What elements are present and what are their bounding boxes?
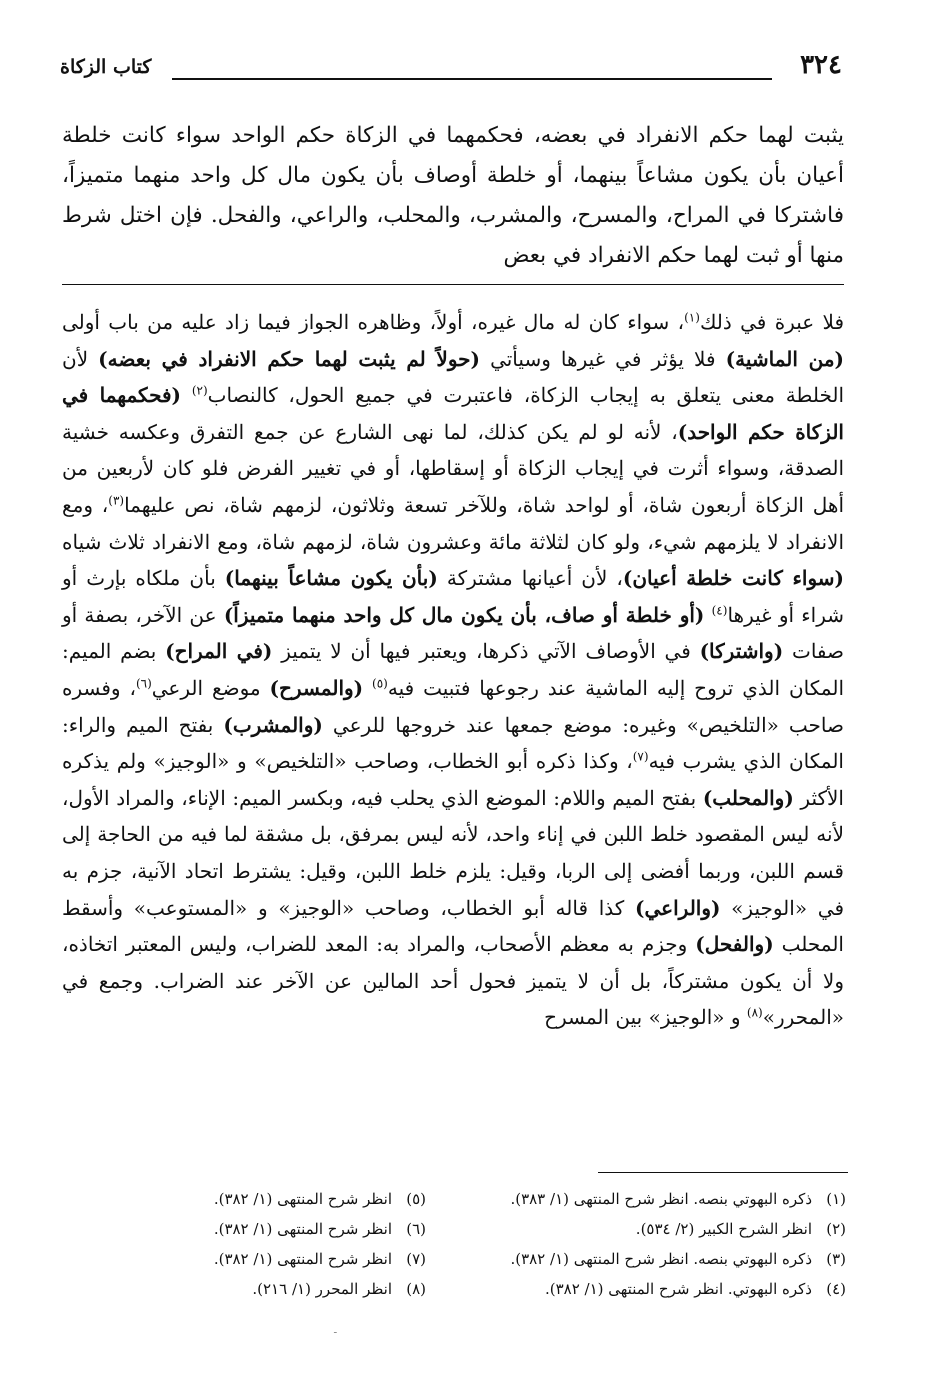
quoted-matn: (سواء كانت خلطة أعيان) (622, 566, 844, 591)
quoted-matn: (والمحلب) (702, 785, 794, 810)
footnote-ref-2: (٢) (191, 383, 208, 398)
commentary-segment (363, 676, 372, 700)
quoted-matn: (فحكمهما في الزكاة حكم الواحد) (62, 383, 844, 444)
quoted-matn: (واشتركا) (699, 639, 784, 664)
commentary-segment: وجزم به معظم الأصحاب، والمراد به: المعد للضراب، وليس المعتبر اتخاذه، ولا أن يكون مشتركاً، بل أن لا يتميز فحول أحد المالين عن الآخر عند الضراب. وجمع في «المحرر» (62, 932, 844, 1030)
footnote-6 (46, 1214, 426, 1244)
footnote-2 (466, 1214, 846, 1244)
footnote-4 (466, 1274, 846, 1304)
quoted-matn: (حولاً لم يثبت لهما حكم الانفراد في بعضه) (98, 346, 480, 371)
header-rule (172, 78, 772, 80)
footnote-text: ذكره البهوتي بنصه. انظر شرح المنتهى (١/ ٣٨٢). (510, 1250, 812, 1268)
footnote-number: (٨) (406, 1280, 426, 1298)
commentary-segment: فلا يؤثر في غيرها وسيأتي (480, 346, 726, 371)
commentary-segment: بضم الميم: المكان الذي تروح إليه الماشية عند رجوعها فتبيت فيه (62, 639, 844, 700)
quoted-matn: (في المراح) (165, 639, 273, 664)
footnote-ref-1: (١) (684, 310, 700, 325)
commentary-segment: ، ومع الانفراد لا يلزمهم شيء، ولو كان لثلاثة مائة وعشرون شاة، لزمهم شاة، ومع الانفراد ثلاث شياه (62, 492, 844, 554)
commentary-segment: كذا قاله أبو الخطاب، وصاحب «الوجيز» و «المستوعب» وأسقط المحلب (62, 895, 844, 957)
section-divider (62, 284, 844, 285)
footnote-ref-4: (٤) (711, 603, 728, 618)
commentary-segment (181, 383, 192, 407)
quoted-matn: (بأن يكون مشاعاً بينهما) (224, 566, 438, 591)
commentary-segment: فلا عبرة في ذلك (699, 310, 845, 334)
quoted-matn: (والراعي) (635, 895, 721, 920)
footnote-3 (466, 1244, 846, 1274)
footnote-ref-5: (٥) (372, 676, 388, 691)
footnote-1 (466, 1184, 846, 1214)
footnote-text: انظر الشرح الكبير (٢/ ٥٣٤). (635, 1220, 812, 1238)
quoted-matn: (والفحل) (695, 932, 774, 957)
footnote-text: ذكره البهوتي. انظر شرح المنتهى (١/ ٣٨٢). (544, 1280, 812, 1298)
footnote-8 (46, 1274, 426, 1304)
page-number: ٣٢٤ (800, 50, 842, 80)
commentary-segment: بفتح الميم واللام: الموضع الذي يحلب فيه، وبكسر الميم: الإناء، والمراد الأول، لأنه ليس المقصود خلط اللبن في إناء واحد، لأنه ليس بمرفق، بل مشقة لما فيه من الحاجة إلى قسم اللبن، وربما أفضى إلى الربا، وقيل: يلزم خلط اللبن، وقيل: يشترط اتحاد الآنية، جزم به في «الوجيز» (62, 785, 844, 920)
commentary-segment: ، لأنه لو لم يكن كذلك، لما نهى الشارع عن جمع التفرق وعكسه خشية الصدقة، وسواء أثرت في إيجاب الزكاة أو إسقاطها، أو في تغيير الفرض فلو كان لأربعين من أهل الزكاة أربعون شاة، أو لواحد شاة، وللآخر تسعة وثلاثون، لزمهم شاة، نص عليهما (62, 419, 844, 517)
commentary-segment: ، وكذا ذكره أبو الخطاب، وصاحب «التلخيص» و «الوجيز» ولم يذكره الأكثر (62, 749, 844, 810)
commentary-segment: موضع الرعي (151, 675, 270, 700)
commentary-segment: بأن ملكاه بإرث أو شراء أو غيرها (62, 566, 845, 627)
footnote-number: (١) (826, 1190, 846, 1208)
main-text: يثبت لهما حكم الانفراد في بعضه، فحكمهما في الزكاة حكم الواحد سواء كانت خلطة أعيان بأن يكون مشاعاً بينهما، أو خلطة أوصاف بأن يكون مال كل واحد منهما متميزاً، فاشتركا في المراح، والمسرح، والمشرب، والمحلب، والراعي، والفحل. فإن اختل شرط منها أو ثبت لهما حكم الانفراد في بعض (62, 123, 844, 268)
footnotes (80, 1184, 846, 1324)
footnote-7 (46, 1244, 426, 1274)
commentary-segment (704, 603, 711, 627)
footnote-number: (٥) (406, 1190, 426, 1208)
footnote-text: انظر شرح المنتهى (١/ ٣٨٢). (213, 1190, 392, 1208)
commentary-segment: و «الوجيز» بين المسرح (544, 1005, 747, 1030)
commentary-segment: ، وفسره صاحب «التلخيص» وغيره: موضع جمعها عند خروجها للرعي (62, 675, 844, 737)
book-title: كتاب الزكاة (60, 56, 152, 78)
commentary-segment: في الأوصاف الآتي ذكرها، ويعتبر فيها أن لا يتميز (272, 639, 700, 664)
footnote-text: انظر المحرر (١/ ٢١٦). (252, 1280, 392, 1298)
quoted-matn: (والمسرح) (269, 675, 364, 700)
footnote-ref-6: (٦) (135, 676, 152, 691)
commentary-segment: ، لأن أعيانها مشتركة (437, 566, 623, 591)
footnote-number: (٧) (406, 1250, 426, 1268)
footnote-text: انظر شرح المنتهى (١/ ٣٨٢). (213, 1220, 392, 1238)
footnote-number: (٤) (826, 1280, 846, 1298)
footnote-5 (46, 1184, 426, 1214)
running-header (60, 50, 842, 90)
footnote-number: (٦) (406, 1220, 426, 1238)
bottom-mark: ـ (334, 1326, 337, 1336)
footnote-text: انظر شرح المنتهى (١/ ٣٨٢). (213, 1250, 392, 1268)
quoted-matn: (من الماشية) (725, 346, 845, 371)
footnote-ref-3: (٣) (108, 493, 125, 508)
footnote-divider (598, 1172, 848, 1173)
quoted-matn: (والمشرب) (223, 712, 323, 737)
commentary-text (62, 304, 844, 1036)
commentary-segment: عن الآخر، بصفة أو صفات (62, 602, 845, 664)
commentary-segment: ، سواء كان له مال غيره، أولاً، وظاهره الجواز فيما زاد عليه من باب أولى (62, 310, 685, 334)
footnote-ref-7: (٧) (632, 749, 649, 764)
commentary-segment: بفتح الميم والراء: المكان الذي يشرب فيه (62, 712, 844, 774)
footnote-text: ذكره البهوتي بنصه. انظر شرح المنتهى (١/ ٣٨٣). (510, 1190, 812, 1208)
commentary-segment: لأن الخلطة معنى يتعلق به إيجاب الزكاة، فاعتبرت في جميع الحول، كالنصاب (62, 346, 845, 408)
footnote-number: (٢) (826, 1220, 846, 1238)
quoted-matn: (أو خلطة أو صاف، بأن يكون مال كل واحد منهما متميزاً) (223, 602, 705, 627)
footnote-number: (٣) (826, 1250, 846, 1268)
footnote-ref-8: (٨) (746, 1005, 763, 1020)
